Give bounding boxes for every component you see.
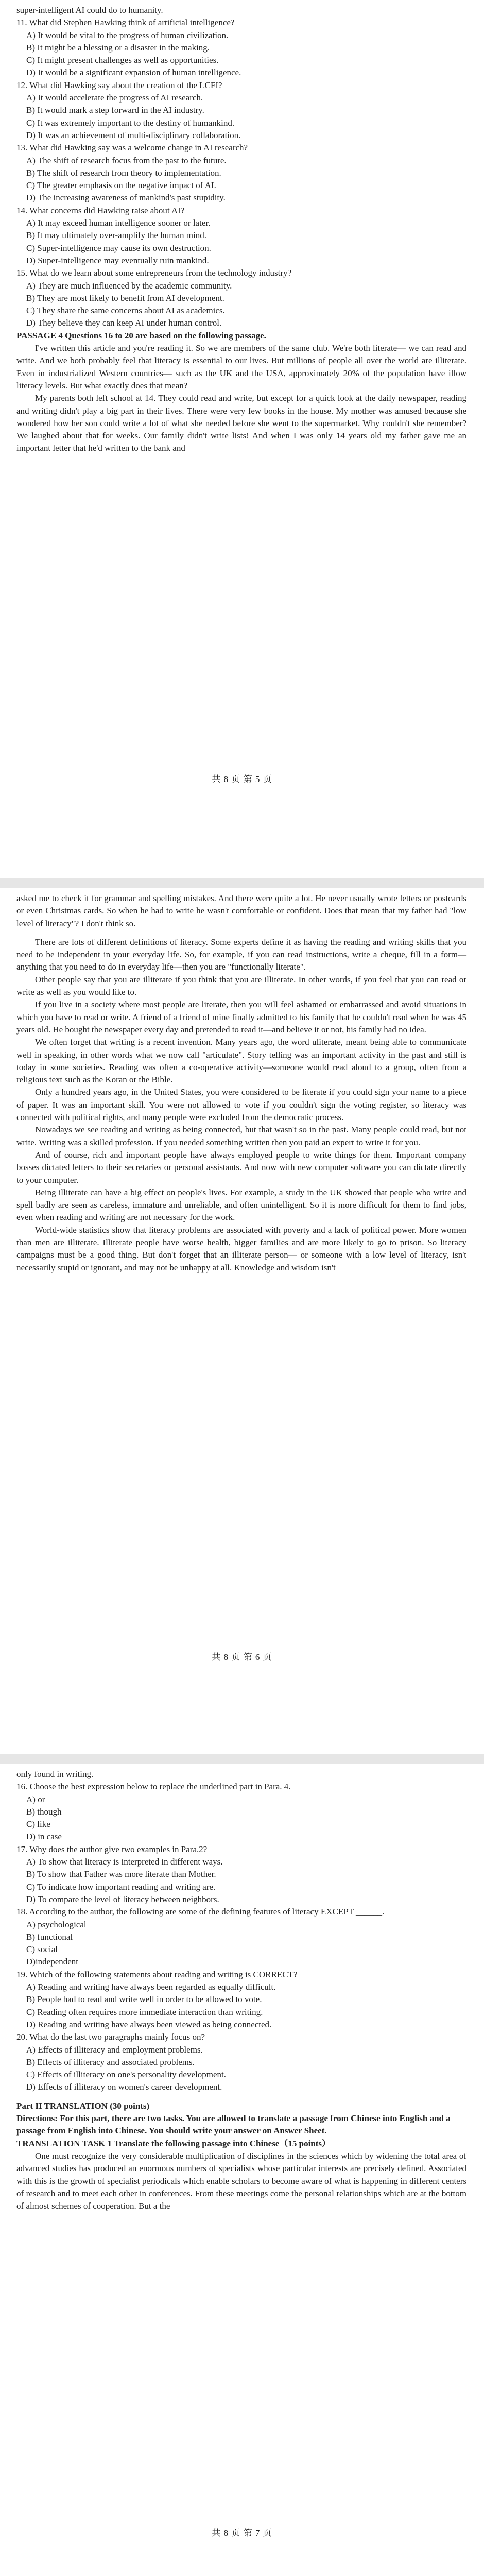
text-line: only found in writing. xyxy=(16,1769,94,1779)
passage-paragraph: World-wide statistics show that literacy problems are associated with poverty and a lack of political power. More women than men are illiterate. Illiterate people have worse health, bigger families and are more likely to go to prison. So literacy campaigns must be a good thing. But don't forget that an illiterate person— or someone with a low level of literacy, isn't necessarily stupid or ignorant, and may not be unhappy at all. Knowledge and wisdom isn't xyxy=(16,1225,466,1273)
option-b: B) They are most likely to benefit from AI development. xyxy=(26,293,224,303)
page-footer: 共 8 页 第 5 页 xyxy=(212,774,272,784)
option-a: A) It would accelerate the progress of AI research. xyxy=(26,93,203,103)
option-a: A) The shift of research focus from the past to the future. xyxy=(26,155,227,165)
question-17: 17. Why does the author give two examples in Para.2? xyxy=(16,1844,208,1854)
text-line: super-intelligent AI could do to humanity. xyxy=(16,5,163,15)
translation-task-1-title: TRANSLATION TASK 1 Translate the following passage into Chinese（15 points） xyxy=(16,2138,331,2148)
passage-paragraph: We often forget that writing is a recent invention. Many years ago, the word uliterate, meant being able to communicate well in speaking, in other words what we now call "articulate". Story telling was an important activity in the past and still is today in some societies. Reading was often a co-operative activity—someone would read aloud to a group, often from a religious text such as the Koran or the Bible. xyxy=(16,1037,466,1085)
question-18: 18. According to the author, the following are some of the defining features of literacy EXCEPT ______. xyxy=(16,1907,385,1917)
option-a: A) psychological xyxy=(26,1919,87,1929)
question-20: 20. What do the last two paragraphs mainly focus on? xyxy=(16,2032,205,2042)
option-b: B) It might be a blessing or a disaster in the making. xyxy=(26,42,210,53)
option-b: B) though xyxy=(26,1806,62,1817)
passage-paragraph: asked me to check it for grammar and spelling mistakes. And there were quite a lot. He never usually wrote letters or postcards or even Christmas cards. So when he had to write he wasn't comfortable or confident. Does that mean that my father had "low level of literacy"? I don't think so. xyxy=(16,893,466,928)
option-c: C) They share the same concerns about AI as academics. xyxy=(26,306,225,316)
option-d: D) To compare the level of literacy between neighbors. xyxy=(26,1894,219,1904)
passage-paragraph: Being illiterate can have a big effect on people's lives. For example, a study in the UK showed that people who write and spell badly are seen as careless, immature and unreliable, and often unintelligent. So it is more difficult for them to find jobs, even when reading and writing are not necessary for the work. xyxy=(16,1187,466,1223)
passage-paragraph: There are lots of different definitions of literacy. Some experts define it as having the reading and writing skills that you need to be independent in your everyday life. So, for example, if you can read instructions, write a cheque, fill in a form—anything that you need to do in everyday life—then you are "functionally literate". xyxy=(16,937,466,972)
option-d: D) in case xyxy=(26,1832,62,1842)
page-7 xyxy=(0,1764,484,2576)
passage-paragraph-1: I've written this article and you're reading it. So we are members of the same club. We're both literate— we can read and write. And we both probably feel that literacy is essential to our lives. But millions of people all over the world are illiterate. Even in industrialized Western countries— such as the UK and the USA, approximately 20% of the population have illow literacy levels. But what exactly does that mean? xyxy=(16,343,466,391)
option-b: B) To show that Father was more literate than Mother. xyxy=(26,1869,216,1879)
option-c: C) It might present challenges as well as opportunities. xyxy=(26,55,219,65)
option-d: D)independent xyxy=(26,1957,79,1967)
option-c: C) Reading often requires more immediate interaction than writing. xyxy=(26,2007,263,2017)
page-footer: 共 8 页 第 6 页 xyxy=(212,1652,272,1662)
passage-paragraph-2: My parents both left school at 14. They could read and write, but except for a quick look at the daily newspaper, reading and writing didn't play a big part in their lives. There were very few books in the house. My mother was amused because she wondered how her son could write a lot of what she needed before she went to the supermarket. Why couldn't she remember? We laughed about that for weeks. Our family didn't write lists! And when I was only 14 years old my father gave me an important letter that he'd written to the bank and xyxy=(16,393,466,453)
option-c: C) social xyxy=(26,1944,58,1955)
option-a: A) To show that literacy is interpreted in different ways. xyxy=(26,1857,223,1867)
option-b: B) People had to read and write well in order to be allowed to vote. xyxy=(26,1994,262,2005)
question-13: 13. What did Hawking say was a welcome change in AI research? xyxy=(16,143,248,153)
question-12: 12. What did Hawking say about the creation of the LCFI? xyxy=(16,80,222,90)
option-d: D) The increasing awareness of mankind's past stupidity. xyxy=(26,193,226,203)
option-d: D) It was an achievement of multi-disciplinary collaboration. xyxy=(26,130,241,140)
option-d: D) It would be a significant expansion of human intelligence. xyxy=(26,67,241,78)
passage-paragraph: If you live in a society where most people are literate, then you will feel ashamed or embarrassed and avoid situations in which you have to read or write. A friend of a friend of mine finally admitted to his family that he couldn't read when he was 45 years old. He bought the newspaper every day and pretended to read it—and believe it or not, his family had no idea. xyxy=(16,999,466,1035)
question-14: 14. What concerns did Hawking raise about AI? xyxy=(16,205,185,215)
option-c: C) The greater emphasis on the negative impact of AI. xyxy=(26,180,216,191)
option-b: B) It would mark a step forward in the AI industry. xyxy=(26,105,204,115)
option-d: D) Reading and writing have always been viewed as being connected. xyxy=(26,2019,272,2029)
option-a: A) or xyxy=(26,1794,45,1804)
questions-11-15 xyxy=(16,4,466,455)
option-a: A) It may exceed human intelligence sooner or later. xyxy=(26,218,211,228)
passage-4-continued xyxy=(16,892,466,1274)
passage-paragraph: Only a hundred years ago, in the United States, you were considered to be literate if you could sign your name to a piece of paper. It was an important skill. You were not allowed to vote if you couldn't sign the voting register, so literacy was connected with political rights, and many people were excluded from the democratic process. xyxy=(16,1087,466,1123)
option-d: D) Super-intelligence may eventually ruin mankind. xyxy=(26,255,209,265)
question-11: 11. What did Stephen Hawking think of artificial intelligence? xyxy=(16,18,235,28)
passage-paragraph: Nowadays we see reading and writing as being connected, but that wasn't so in the past. Many people could read, but not write. Writing was a skilled profession. If you needed something written then you paid an expert to write it for you. xyxy=(16,1125,466,1147)
passage-paragraph: And of course, rich and important people have always employed people to write things for them. Important company bosses dictated letters to their secretaries or personal assistants. And now with new computer software you can dictate directly to your computer. xyxy=(16,1149,466,1185)
question-15: 15. What do we learn about some entrepreneurs from the technology industry? xyxy=(16,268,292,278)
option-b: B) Effects of illiteracy and associated problems. xyxy=(26,2057,195,2067)
part-2-title: Part II TRANSLATION (30 points) xyxy=(16,2100,150,2111)
question-19: 19. Which of the following statements about reading and writing is CORRECT? xyxy=(16,1969,298,1979)
option-a: A) It would be vital to the progress of human civilization. xyxy=(26,30,229,40)
option-b: B) It may ultimately over-amplify the human mind. xyxy=(26,230,206,241)
option-a: A) They are much influenced by the academic community. xyxy=(26,280,232,291)
option-c: C) like xyxy=(26,1819,50,1829)
option-d: D) They believe they can keep AI under human control. xyxy=(26,318,222,328)
option-a: A) Reading and writing have always been regarded as equally difficult. xyxy=(26,1982,276,1992)
option-a: A) Effects of illiteracy and employment problems. xyxy=(26,2044,203,2055)
option-d: D) Effects of illiteracy on women's career development. xyxy=(26,2082,222,2092)
page-footer: 共 8 页 第 7 页 xyxy=(212,2528,272,2538)
option-c: C) Super-intelligence may cause its own destruction. xyxy=(26,243,211,253)
question-16: 16. Choose the best expression below to replace the underlined part in Para. 4. xyxy=(16,1782,291,1792)
option-c: C) To indicate how important reading and writing are. xyxy=(26,1882,216,1892)
page-5 xyxy=(0,0,484,878)
option-c: C) It was extremely important to the destiny of humankind. xyxy=(26,117,235,128)
option-b: B) functional xyxy=(26,1931,73,1942)
option-b: B) The shift of research from theory to implementation. xyxy=(26,167,221,178)
option-c: C) Effects of illiteracy on one's personality development. xyxy=(26,2070,226,2080)
passage-4-title: PASSAGE 4 Questions 16 to 20 are based on the following passage. xyxy=(16,330,266,341)
translation-task-1-text: One must recognize the very considerable multiplication of disciplines in the sciences which by widening the total area of advanced studies has produced an enormous numbers of specialists whose particular interests are precisely defined. Associated with this is the growth of specialist periodicals which enable scholars to become aware of what is happening in different centers of research and to meet each other in conferences. From these meetings come the personal relationships which are at the bottom of almost schemes of cooperation. But a the xyxy=(16,2150,466,2211)
part-2-directions: Directions: For this part, there are two tasks. You are allowed to translate a passage from Chinese into English and a passage from English into Chinese. You should write your answer on Answer Sheet. xyxy=(16,2113,451,2136)
passage-paragraph: Other people say that you are illiterate if you think that you are illiterate. In other words, if you feel that you can read or write as well as you would like to. xyxy=(16,974,466,997)
page-6 xyxy=(0,888,484,1754)
questions-16-20 xyxy=(16,1768,466,2212)
